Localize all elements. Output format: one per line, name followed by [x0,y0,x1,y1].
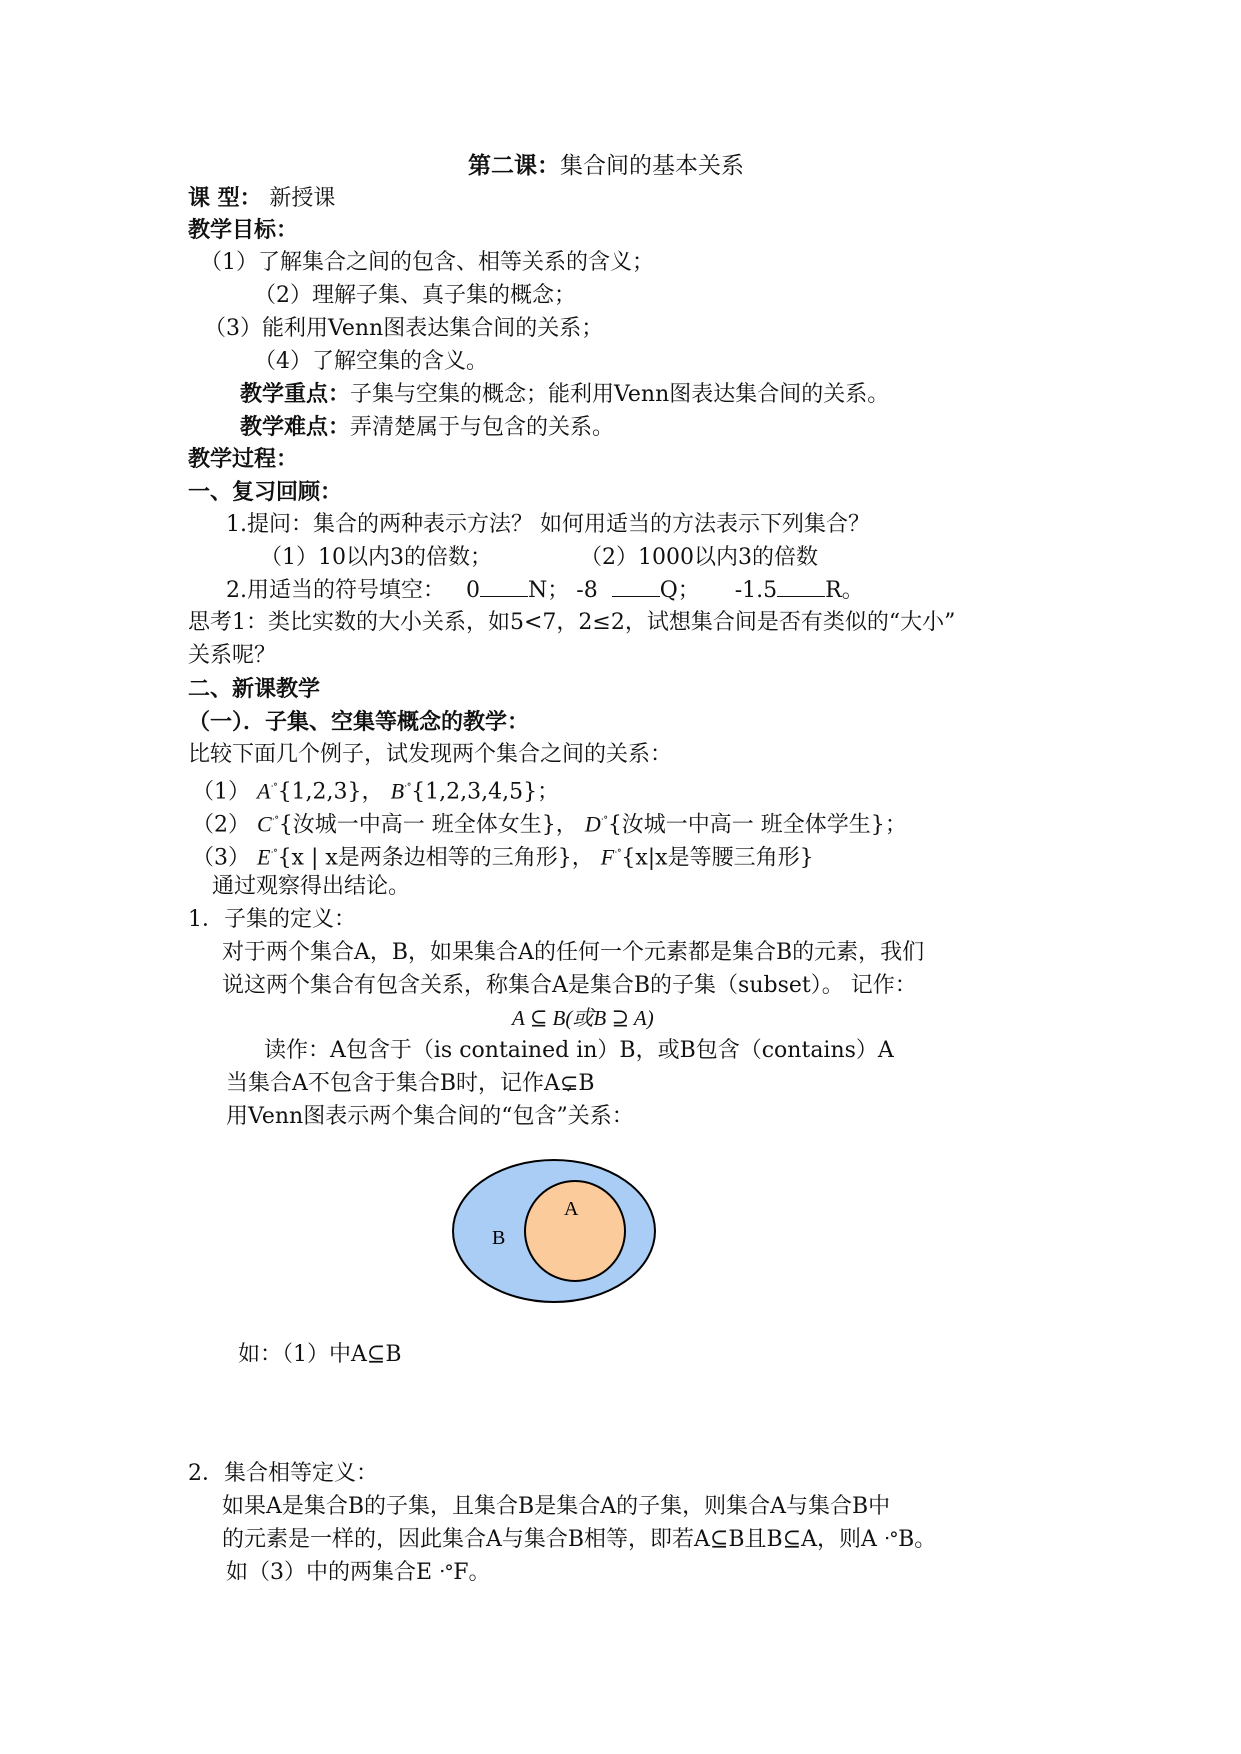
difficulty-text: 弄清楚属于与包含的关系。 [350,415,615,440]
lesson-type [188,183,335,214]
fill-item-0: 0 [466,578,480,603]
equals-mark: ᐧᐤ [270,780,278,793]
fill-blank-2[interactable] [612,576,660,597]
lesson-type-value: 新授课 [269,186,336,211]
think-line-1: 思考1：类比实数的大小关系，如5<7，2≤2，试想集合间是否有类似的“大小” [188,610,956,635]
example-3-num: （3） [192,845,250,871]
set-a-elements: {1,2,3} [277,779,362,805]
objectives-heading: 教学目标： [188,217,299,243]
title-text: 集合间的基本关系 [560,153,744,179]
example-2-end: ； [884,812,907,838]
objective-3: （3）能利用Venn图表达集合间的关系； [204,316,604,341]
equality-heading: 2．集合相等定义： [188,1461,378,1486]
example-1-end: ； [537,779,560,805]
fill-set-q: Q； [659,578,700,603]
set-d-elements: {汝城一中高一 班全体学生} [607,812,885,838]
example-1-num: （1） [192,779,250,805]
equals-mark: ᐧᐤ [614,846,622,859]
set-f-symbol: F [600,844,615,870]
key-points-label: 教学重点： [240,381,351,407]
example-2 [192,805,907,840]
review-question-1: 1.提问：集合的两种表示方法？ 如何用适当的方法表示下列集合？ [226,512,870,537]
equals-mark: ᐧᐤ [600,813,608,826]
example-3 [192,838,814,873]
fill-item-minus8: -8 [576,578,598,603]
subset-def-line-1: 对于两个集合A，B，如果集合A的任何一个元素都是集合B的元素，我们 [222,940,925,965]
venn-label-b: B [492,1227,506,1249]
not-contained: 当集合A不包含于集合B时，记作A⊊B [226,1071,595,1096]
equality-line-1: 如果A是集合B的子集，且集合B是集合A的子集，则集合A与集合B中 [222,1494,891,1519]
process-heading: 教学过程： [188,446,299,472]
key-points-text: 子集与空集的概念；能利用Venn图表达集合间的关系。 [350,382,890,407]
set-e-symbol: E [257,844,271,870]
subset-def-line-2: 说这两个集合有包含关系，称集合A是集合B的子集（subset）。 记作： [222,973,917,998]
key-points [240,379,889,410]
set-f-elements: {x|x是等腰三角形} [621,845,814,871]
fill-set-n: N； [528,578,570,603]
objective-2: （2）理解子集、真子集的概念； [254,283,576,308]
fill-set-r: R。 [825,578,864,603]
review-question-2-prefix: 2.用适当的符号填空： [226,578,445,603]
review-question-1a: （1）10以内3的倍数； [260,545,492,570]
lesson-type-label [188,185,269,211]
set-c-symbol: C [257,811,272,837]
set-e-elements: {x | x是两条边相等的三角形} [277,845,572,871]
review-heading: 一、复习回顾： [188,479,343,505]
example-2-sep: ， [555,812,578,838]
objective-4: （4）了解空集的含义。 [254,349,488,374]
subset-example: 如：（1）中A⊆B [238,1342,402,1367]
conclusion: 通过观察得出结论。 [212,874,411,899]
review-question-2 [226,576,864,606]
subset-formula: A ⊆ B(或B ⊇ A) [512,1006,654,1030]
set-b-elements: {1,2,3,4,5} [411,779,538,805]
set-c-elements: {汝城一中高一 班全体女生} [278,812,556,838]
fill-item-minus1-5: -1.5 [734,578,778,603]
difficulty-label: 教学难点： [240,414,351,440]
compare-intro: 比较下面几个例子，试发现两个集合之间的关系： [188,742,673,767]
set-d-symbol: D [584,811,601,837]
example-2-num: （2） [192,812,250,838]
set-b-symbol: B [390,778,405,804]
subset-heading: 1．子集的定义： [188,907,356,932]
equals-mark: ᐧᐤ [404,780,412,793]
objective-1: （1）了解集合之间的包含、相等关系的含义； [200,250,654,275]
new-lesson-subheading: （一）．子集、空集等概念的教学： [188,709,530,735]
example-3-sep: ， [571,845,594,871]
venn-diagram [450,1156,660,1306]
think-line-2: 关系呢？ [188,643,277,668]
set-a-symbol: A [257,778,271,804]
new-lesson-heading: 二、新课教学 [188,676,321,702]
equals-mark: ᐧᐤ [270,846,278,859]
difficulty [240,412,614,443]
review-question-1b: （2）1000以内3的倍数 [580,545,818,570]
fill-blank-3[interactable] [777,576,825,597]
example-1-sep: ， [361,779,384,805]
lesson-type-label-text: 课 型： [188,185,262,211]
venn-intro: 用Venn图表示两个集合间的“包含”关系： [226,1104,634,1129]
read-as: 读作：A包含于（is contained in）B，或B包含（contains）A [264,1038,894,1063]
example-1 [192,772,559,807]
venn-inner-set-a [525,1181,625,1281]
equality-line-3: 如（3）中的两集合E ᐧᐤF。 [226,1560,491,1585]
page-title [468,151,744,181]
fill-blank-1[interactable] [480,576,528,597]
equals-mark: ᐧᐤ [271,813,279,826]
equality-line-2: 的元素是一样的，因此集合A与集合B相等，即若A⊆B且B⊆A，则A ᐧᐤB。 [222,1527,937,1552]
title-prefix: 第二课： [468,152,560,179]
venn-label-a: A [564,1198,579,1220]
